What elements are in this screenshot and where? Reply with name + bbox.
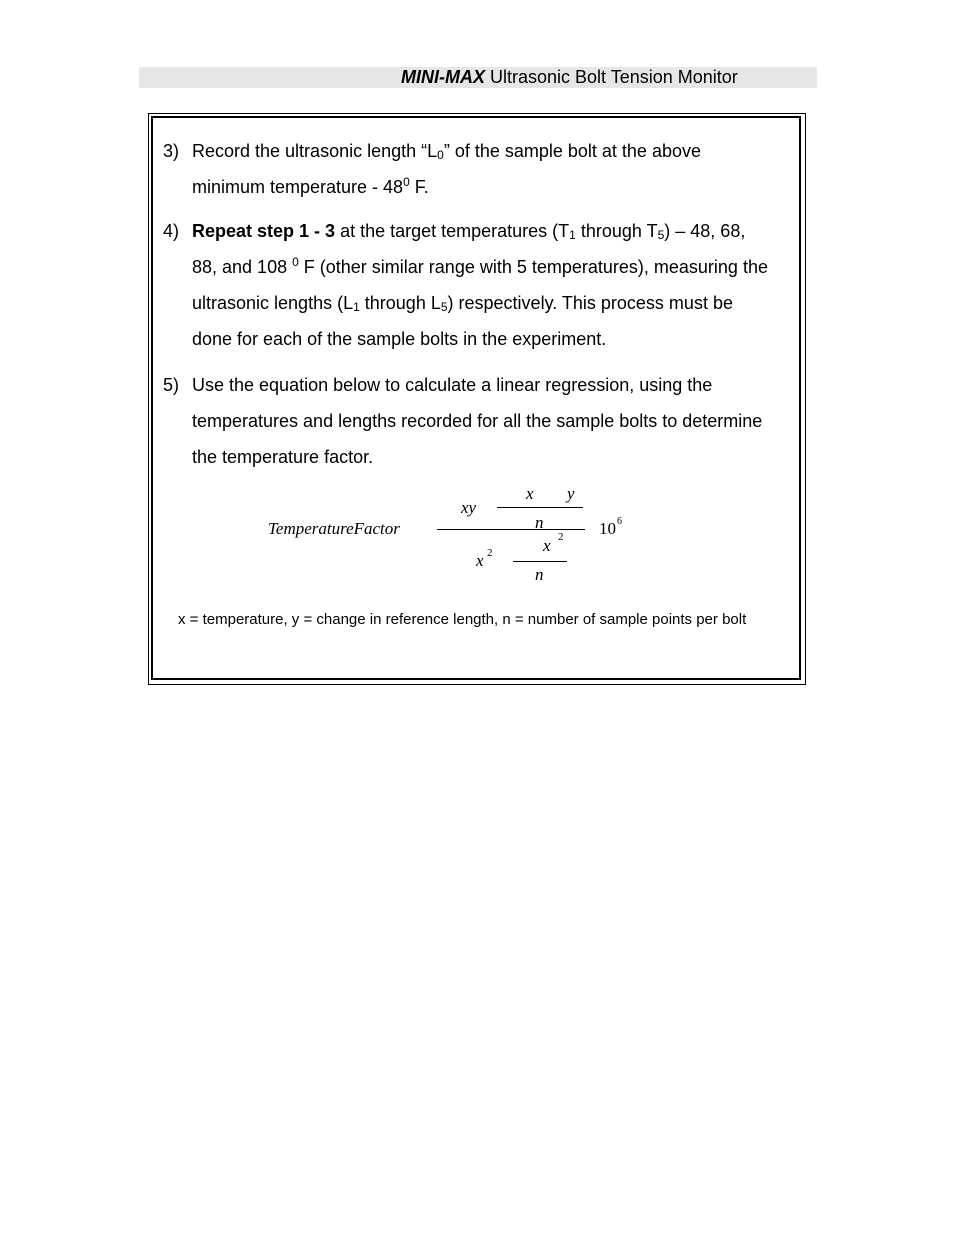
eq-main-fraction-bar [437,529,585,530]
eq-bottom-fraction-bar [513,561,567,562]
step-4 [163,213,803,357]
eq-top-fraction-bar [497,507,583,508]
eq-xsq-base: x [543,536,551,555]
page-header [401,67,738,88]
step-4-text: Repeat step 1 - 3 at the target temperatures ($T_1$ through $T_5) - 48$, 68, 88, and 108 $^0$ F (other similar range with 5 temperatures), measuring the ultrasonic lengths ($L_1$ through $L_5$) respectively. This process must be done for each of the sample bolts in the experiment. [192,221,768,349]
step-5 [163,367,803,475]
eq-n-top: n [535,513,544,532]
step-4-number: 4) [163,221,180,241]
step-5-text: Use the equation below to calculate a linear regression, using the temperatures and lengths recorded for all the sample bolts to determine the temperature factor. [192,375,763,467]
step-3-number: 3) [163,141,180,161]
step-4-bold: Repeat step 1 - 3 [192,221,336,241]
eq-n-bottom: n [535,565,544,584]
eq-xsq-exp: 2 [558,531,564,543]
step-5-number: 5) [163,375,180,395]
eq-lhs: TemperatureFactor [268,519,400,538]
eq-y: y [567,484,575,503]
eq-ten: 10 [599,519,616,538]
eq-x: x [526,484,534,503]
step-3 [163,133,803,205]
eq-x2-base: x [476,551,484,570]
equation-legend: x = temperature, y = change in reference length, n = number of sample points per bolt [178,611,747,628]
eq-x2-exp: 2 [487,547,493,559]
header-brand: MINI-MAX [401,67,485,87]
header-title: Ultrasonic Bolt Tension Monitor [490,67,738,87]
eq-xy: xy [461,498,477,517]
step-3-text: Record the ultrasonic length “$L_0$” of the sample bolt at the above minimum temperature - $48^0$ F. [192,141,701,197]
eq-ten-exp: 6 [617,516,622,527]
